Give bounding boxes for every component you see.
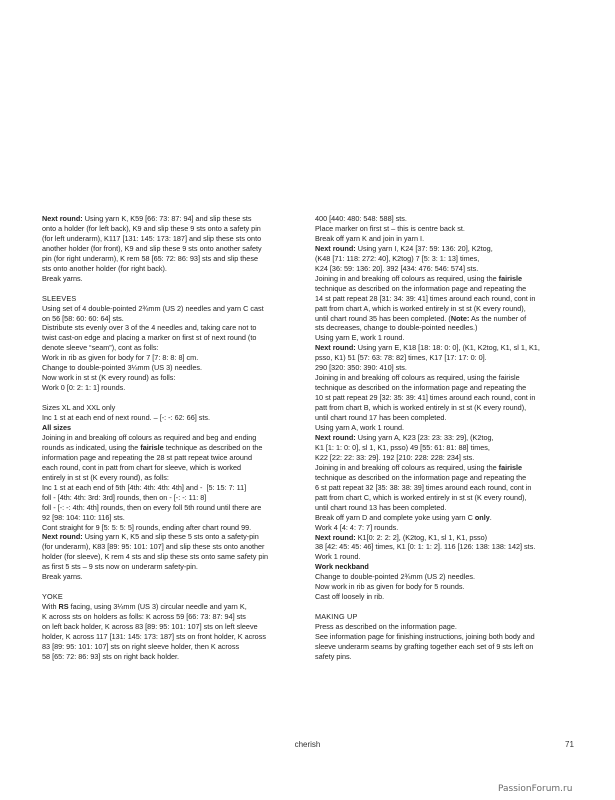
text-run: until chart round 17 has been completed.	[315, 413, 447, 423]
text-line	[42, 403, 304, 413]
text-run: until chart round 35 has been completed. (	[315, 313, 451, 323]
text-run: Using yarn K, K5 and slip these 5 sts onto a safety-pin	[82, 532, 259, 542]
text-line	[42, 314, 304, 324]
text-line	[42, 353, 304, 363]
text-line	[315, 493, 577, 503]
text-run: Now work in st st (K every round) as folls:	[42, 373, 176, 383]
text-line	[42, 244, 304, 254]
text-line	[315, 463, 577, 473]
text-run: patt from chart C, which is worked entirely in st st (K every round),	[315, 492, 527, 502]
bold-run: Next round:	[315, 243, 356, 253]
text-line	[42, 552, 304, 562]
text-run: Distribute sts evenly over 3 of the 4 needles and, taking care not to	[42, 323, 257, 333]
text-line	[42, 503, 304, 513]
text-run: safety pins.	[315, 651, 352, 661]
section-heading	[42, 592, 304, 602]
text-run: (K48 [71: 118: 272: 40], K2tog) 7 [5: 3: 1: 13] times,	[315, 253, 480, 263]
text-line	[315, 403, 577, 413]
text-line	[315, 234, 577, 244]
text-run: pin (for right underarm), K rem 58 [65: 72: 86: 93] sts and slip these	[42, 253, 258, 263]
right-column	[315, 214, 577, 662]
text-run: SLEEVES	[42, 293, 77, 303]
paragraph-gap	[315, 602, 577, 612]
paragraph-gap	[42, 582, 304, 592]
text-run: Break yarns.	[42, 273, 83, 283]
text-line	[42, 423, 304, 433]
text-line	[315, 264, 577, 274]
text-line	[315, 642, 577, 652]
text-line	[315, 254, 577, 264]
text-line	[315, 513, 577, 523]
text-line	[315, 483, 577, 493]
text-line	[315, 473, 577, 483]
text-line	[315, 443, 577, 453]
text-line	[315, 383, 577, 393]
text-line	[315, 373, 577, 383]
text-run: another holder (for front), K9 and slip these 9 sts onto another safety	[42, 243, 262, 253]
text-line	[42, 224, 304, 234]
text-line	[42, 612, 304, 622]
text-line	[42, 622, 304, 632]
text-run: MAKING UP	[315, 612, 358, 622]
text-line	[42, 323, 304, 333]
text-run: Change to double-pointed 3¼mm (US 3) needles.	[42, 363, 202, 373]
text-line	[42, 304, 304, 314]
text-run: Using set of 4 double-pointed 2¾mm (US 2) needles and yarn C cast	[42, 303, 264, 313]
text-run: foll - [-: -: 4th: 4th] rounds, then on every foll 5th round until there are	[42, 502, 262, 512]
bold-run: fairisle	[140, 442, 164, 452]
bold-run: Work neckband	[315, 562, 369, 572]
text-line	[42, 264, 304, 274]
text-line	[315, 284, 577, 294]
text-run: sleeve underarm seams by grafting together each set of 9 sts left on	[315, 641, 534, 651]
text-run: 6 st patt repeat 32 [35: 38: 38: 39] times around each round, cont in	[315, 482, 532, 492]
left-column	[42, 214, 304, 662]
text-run: patt from chart B, which is worked entirely in st st (K every round),	[315, 403, 527, 413]
paragraph-gap	[42, 284, 304, 294]
text-run: As the number of	[469, 313, 527, 323]
text-run: Now work in rib as given for body for 5 rounds.	[315, 582, 465, 592]
bold-run: All sizes	[42, 422, 72, 432]
bold-run: Note:	[450, 313, 470, 323]
text-run: 83 [89: 95: 101: 107] sts on right sleeve holder, then K across	[42, 641, 240, 651]
text-line	[315, 562, 577, 572]
bold-run: Next round:	[42, 214, 83, 223]
text-run: 14 st patt repeat 28 [31: 34: 39: 41] times around each round, cont in	[315, 293, 536, 303]
text-run: (for underarm), K83 [89: 95: 101: 107] and slip these sts onto another	[42, 542, 265, 552]
text-line	[315, 582, 577, 592]
paragraph-gap	[42, 393, 304, 403]
text-line	[315, 622, 577, 632]
text-line	[315, 323, 577, 333]
text-run: Break off yarn K and join in yarn I.	[315, 233, 425, 243]
text-run: Place marker on first st – this is centre back st.	[315, 223, 465, 233]
text-run: Sizes XL and XXL only	[42, 403, 116, 413]
text-line	[315, 533, 577, 543]
page-number: 71	[565, 740, 574, 749]
text-line	[315, 592, 577, 602]
text-line	[42, 343, 304, 353]
watermark: PassionForum.ru	[498, 784, 573, 794]
text-line	[315, 343, 577, 353]
text-line	[42, 572, 304, 582]
text-run: 10 st patt repeat 29 [32: 35: 39: 41] times around each round, cont in	[315, 393, 536, 403]
text-line	[42, 542, 304, 552]
text-run: twist cast-on edge and placing a marker on first st of next round (to	[42, 333, 257, 343]
text-line	[42, 433, 304, 443]
text-run: technique as described on the	[163, 442, 263, 452]
text-run: information page and repeating the 28 st patt repeat twice around	[42, 452, 252, 462]
text-line	[315, 503, 577, 513]
text-line	[42, 652, 304, 662]
text-line	[315, 433, 577, 443]
text-line	[42, 383, 304, 393]
text-run: on 56 [58: 60: 60: 64] sts.	[42, 313, 124, 323]
text-run: With	[42, 602, 59, 612]
bold-run: fairisle	[498, 462, 523, 472]
text-run: denote sleeve “seam”), cont as folls:	[42, 343, 159, 353]
text-run: Using yarn E, work 1 round.	[315, 333, 405, 343]
text-run: Cont straight for 9 [5: 5: 5: 5] rounds, ending after chart round 99.	[42, 522, 252, 532]
bold-run: RS	[58, 602, 69, 612]
text-run: Inc 1 st at each end of next round. – [-: -: 62: 66] sts.	[42, 413, 211, 423]
text-line	[315, 572, 577, 582]
text-run: Work in rib as given for body for 7 [7: 8: 8: 8] cm.	[42, 353, 199, 363]
text-run: 92 [98: 104: 110: 116] sts.	[42, 512, 125, 522]
text-run: technique as described on the information page and repeating the	[315, 283, 527, 293]
text-run: Inc 1 st at each end of 5th [4th: 4th: 4th: 4th] and - [5: 15: 7: 11]	[42, 482, 247, 492]
bold-run: Next round:	[42, 532, 83, 542]
text-run: psso, K1) 51 [57: 63: 78: 82] times, K17 [17: 17: 0: 0].	[315, 353, 487, 363]
text-run: facing, using 3¼mm (US 3) circular needle and yarn K,	[68, 602, 247, 612]
bold-run: Next round:	[315, 432, 356, 442]
text-run: technique as described on the information page and repeating the	[315, 383, 527, 393]
text-run: 58 [65: 72: 86: 93] sts on right back holder.	[42, 651, 180, 661]
text-run: Using yarn A, K23 [23: 23: 33: 29], (K2tog,	[355, 432, 494, 442]
text-line	[315, 393, 577, 403]
text-run: Joining in and breaking off colours as required, using the fairisle	[315, 373, 520, 383]
text-line	[315, 552, 577, 562]
text-run: sts onto another holder (for right back).	[42, 263, 167, 273]
text-run: rounds as indicated, using the	[42, 442, 141, 452]
text-run: technique as described on the information page and repeating the	[315, 472, 527, 482]
text-line	[315, 274, 577, 284]
text-run: Change to double-pointed 2¾mm (US 2) needles.	[315, 572, 475, 582]
text-run: 400 [440: 480: 548: 588] sts.	[315, 214, 407, 223]
text-run: Break yarns.	[42, 572, 83, 582]
text-line	[315, 214, 577, 224]
section-heading	[42, 294, 304, 304]
text-run: Cast off loosely in rib.	[315, 592, 385, 602]
text-run: K22 [22: 22: 33: 29]. 192 [210: 228: 228: 234] sts.	[315, 452, 475, 462]
text-run: 38 [42: 45: 45: 46] times, K1 [0: 1: 1: 2]. 116 [126: 138: 138: 142] sts.	[315, 542, 536, 552]
bold-run: Next round:	[315, 532, 356, 542]
text-run: as first 5 sts – 9 sts now on underarm safety-pin.	[42, 562, 198, 572]
text-line	[315, 353, 577, 363]
text-line	[42, 443, 304, 453]
text-run: (for left underarm), K117 [131: 145: 173: 187] and slip these sts onto	[42, 233, 262, 243]
text-run: Press as described on the information page.	[315, 622, 457, 632]
text-run: holder, K across 117 [131: 145: 173: 187] sts on front holder, K across	[42, 631, 266, 641]
text-line	[315, 423, 577, 433]
text-run: Using yarn A, work 1 round.	[315, 423, 405, 433]
text-run: Using yarn K, K59 [66: 73: 87: 94] and slip these sts	[82, 214, 252, 223]
text-run: K1 [1: 1: 0: 0], sl 1, K1, psso) 49 [55: 61: 81: 88] times,	[315, 442, 490, 452]
text-line	[315, 304, 577, 314]
text-line	[42, 274, 304, 284]
bold-run: fairisle	[498, 273, 523, 283]
text-run: onto a holder (for left back), K9 and slip these 9 sts onto a safety pin	[42, 223, 261, 233]
text-line	[315, 542, 577, 552]
bold-run: only	[474, 512, 490, 522]
text-run: K24 [36: 59: 136: 20]. 392 [434: 476: 546: 574] sts.	[315, 263, 479, 273]
text-line	[42, 493, 304, 503]
text-run: each round, cont in patt from chart for sleeve, which is worked	[42, 462, 242, 472]
text-line	[315, 413, 577, 423]
text-run: Joining in and breaking off colours as required, using the	[315, 273, 499, 283]
text-run: See information page for finishing instructions, joining both body and	[315, 632, 535, 642]
text-line	[42, 333, 304, 343]
text-line	[315, 224, 577, 234]
text-line	[315, 632, 577, 642]
text-line	[42, 562, 304, 572]
text-line	[42, 473, 304, 483]
text-run: Break off yarn D and complete yoke using yarn C	[315, 512, 475, 522]
text-line	[42, 373, 304, 383]
text-line	[42, 254, 304, 264]
text-line	[42, 523, 304, 533]
text-line	[315, 244, 577, 254]
text-line	[315, 363, 577, 373]
text-run: until chart round 13 has been completed.	[315, 502, 447, 512]
text-line	[42, 363, 304, 373]
text-line	[315, 453, 577, 463]
section-heading	[315, 612, 577, 622]
text-line	[315, 333, 577, 343]
text-run: on left back holder, K across 83 [89: 95: 101: 107] sts on left sleeve	[42, 622, 258, 632]
text-run: 290 [320: 350: 390: 410] sts.	[315, 363, 407, 373]
text-line	[42, 632, 304, 642]
text-line	[315, 523, 577, 533]
text-line	[315, 652, 577, 662]
text-line	[315, 314, 577, 324]
text-line	[315, 294, 577, 304]
text-line	[42, 463, 304, 473]
text-line	[42, 483, 304, 493]
text-run: YOKE	[42, 592, 63, 602]
text-run: Joining in and breaking off colours as required, using the	[315, 462, 499, 472]
text-line	[42, 234, 304, 244]
text-run: entirely in st st (K every round), as folls:	[42, 472, 169, 482]
text-run: K across sts on holders as folls: K across 59 [66: 73: 87: 94] sts	[42, 612, 246, 622]
footer-brand: cherish	[294, 740, 321, 749]
text-run: .	[489, 512, 492, 522]
text-run: Using yarn I, K24 [37: 59: 136: 20], K2tog,	[355, 243, 493, 253]
text-line	[42, 453, 304, 463]
text-line	[42, 642, 304, 652]
text-run: patt from chart A, which is worked entirely in st st (K every round),	[315, 303, 526, 313]
text-run: K1[0: 2: 2: 2], (K2tog, K1, sl 1, K1, psso)	[355, 532, 488, 542]
text-line	[42, 413, 304, 423]
text-run: sts decreases, change to double-pointed needles.)	[315, 323, 478, 333]
bold-run: Next round:	[315, 343, 356, 353]
text-run: Work 1 round.	[315, 552, 361, 562]
text-run: Work 4 [4: 4: 7: 7] rounds.	[315, 522, 399, 532]
text-line	[42, 532, 304, 542]
text-line	[42, 602, 304, 612]
text-run: Using yarn E, K18 [18: 18: 0: 0], (K1, K2tog, K1, sl 1, K1,	[355, 343, 540, 353]
text-run: holder (for sleeve), K rem 4 sts and slip these sts onto same safety pin	[42, 552, 269, 562]
text-run: Joining in and breaking off colours as required and beg and ending	[42, 432, 257, 442]
text-run: foll - [4th: 4th: 3rd: 3rd] rounds, then on - [-: -: 11: 8]	[42, 492, 207, 502]
text-run: Work 0 [0: 2: 1: 1] rounds.	[42, 383, 126, 393]
text-line	[42, 214, 304, 224]
text-line	[42, 513, 304, 523]
